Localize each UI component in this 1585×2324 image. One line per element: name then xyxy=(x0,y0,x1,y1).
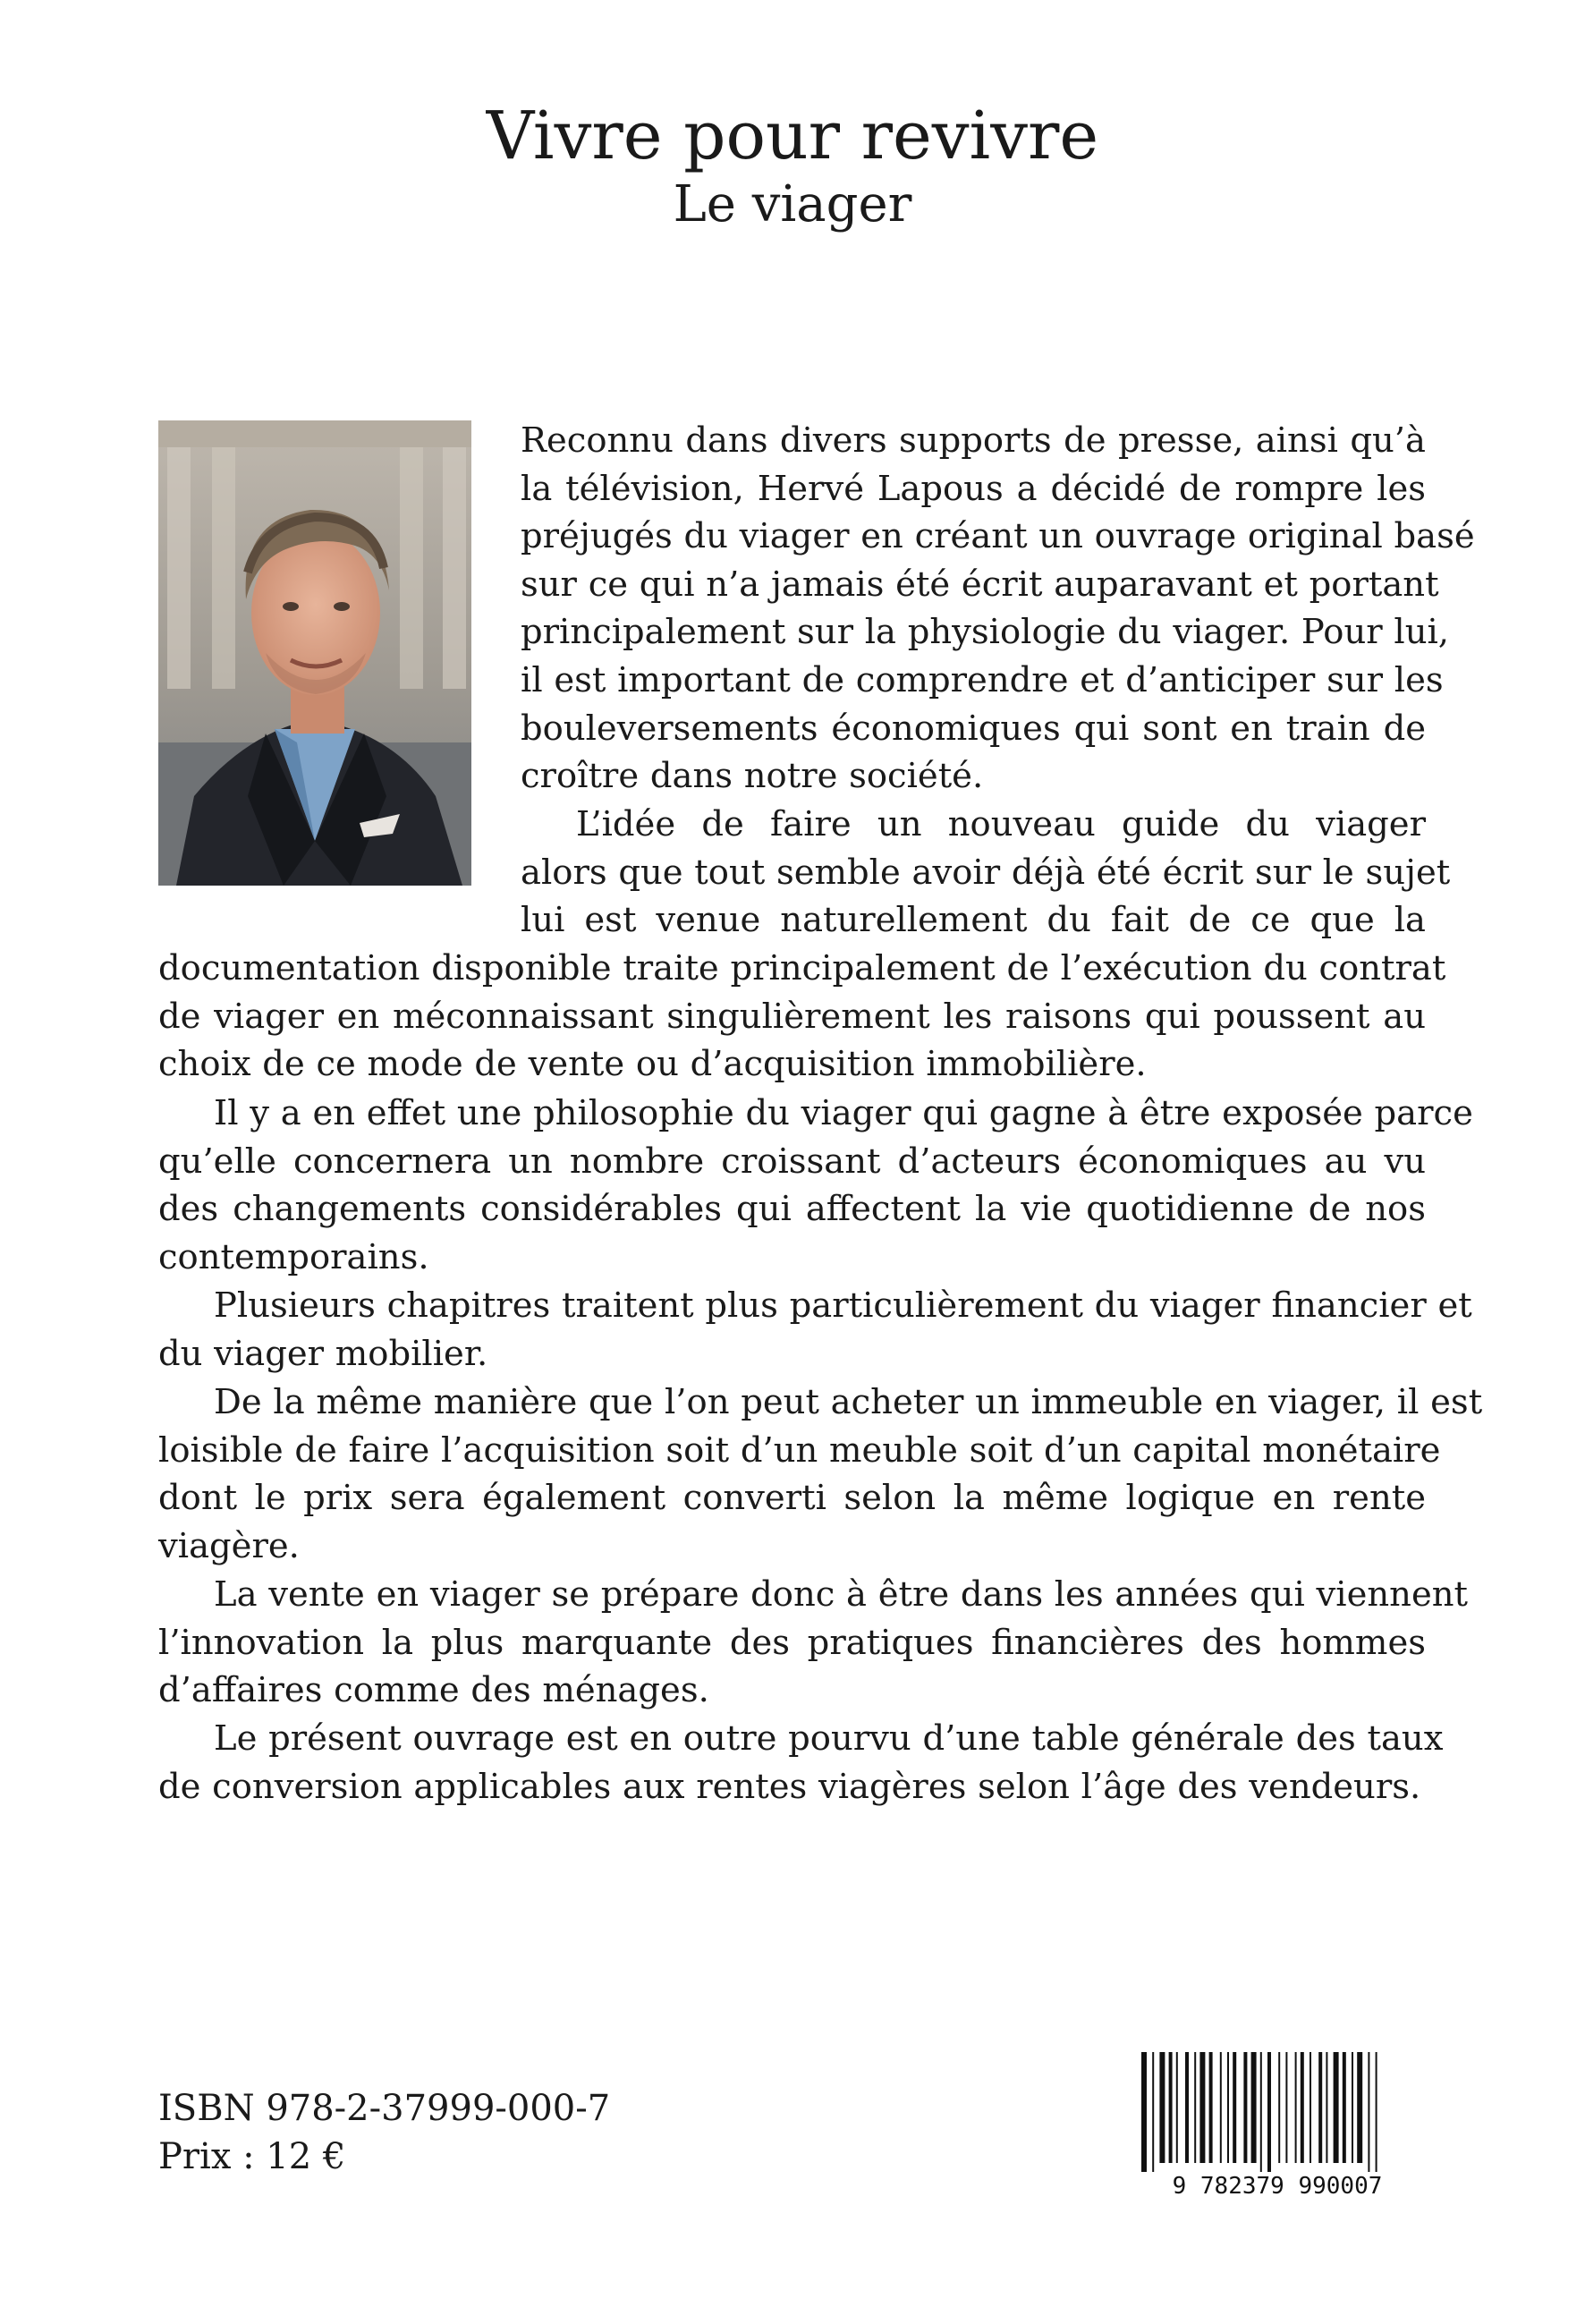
paragraph-line: sur ce qui n’a jamais été écrit auparavant et portant xyxy=(521,564,1439,605)
barcode xyxy=(1129,2047,1426,2199)
barcode-bar xyxy=(1233,2052,1236,2163)
barcode-bar xyxy=(1334,2052,1339,2163)
paragraph-7 xyxy=(158,1715,1444,1811)
paragraph-line: il est important de comprendre et d’anticiper sur les xyxy=(521,659,1444,700)
barcode-bar xyxy=(1285,2052,1287,2163)
paragraph-line: de viager en méconnaissant singulièrement les raisons qui poussent au xyxy=(158,996,1426,1037)
paragraph-line: L’idée de faire un nouveau guide du viager xyxy=(576,804,1426,844)
barcode-bar xyxy=(1310,2052,1311,2163)
barcode-bar xyxy=(1152,2052,1154,2172)
paragraph-2-continued xyxy=(158,945,1446,1089)
paragraph-line: de conversion applicables aux rentes viagères selon l’âge des vendeurs. xyxy=(158,1766,1421,1807)
paragraph-line: Le présent ouvrage est en outre pourvu d’une table générale des taux xyxy=(214,1718,1444,1759)
barcode-bar xyxy=(1185,2052,1189,2163)
paragraph-line: la télévision, Hervé Lapous a décidé de rompre les xyxy=(521,468,1426,509)
barcode-bar xyxy=(1376,2052,1377,2172)
paragraph-line: du viager mobilier. xyxy=(158,1333,488,1374)
paragraph-4 xyxy=(158,1282,1472,1378)
paragraph-line: l’innovation la plus marquante des pratiques financières des hommes xyxy=(158,1622,1426,1663)
barcode-digits: 9 782379 990007 xyxy=(1172,2173,1383,2199)
paragraph-line: documentation disponible traite principalement de l’exécution du contrat xyxy=(158,948,1446,988)
paragraph-line: principalement sur la physiologie du viager. Pour lui, xyxy=(521,612,1450,653)
barcode-bar xyxy=(1159,2052,1165,2163)
barcode-bar xyxy=(1227,2052,1229,2163)
paragraph-line: La vente en viager se prépare donc à être dans les années qui viennent xyxy=(214,1574,1468,1615)
paragraph-line: contemporains. xyxy=(158,1236,429,1277)
paragraph-line: alors que tout semble avoir déjà été écrit sur le sujet xyxy=(521,852,1451,893)
paragraph-line: loisible de faire l’acquisition soit d’un meuble soit d’un capital monétaire xyxy=(158,1429,1441,1471)
barcode-bar xyxy=(1209,2052,1213,2163)
barcode-bar xyxy=(1368,2052,1369,2172)
barcode-bar xyxy=(1301,2052,1304,2163)
barcode-bar xyxy=(1220,2052,1222,2163)
barcode-bar xyxy=(1194,2052,1196,2163)
barcode-bar xyxy=(1169,2052,1173,2163)
paragraph-line: qu’elle concernera un nombre croissant d’acteurs économiques au vu xyxy=(158,1141,1426,1182)
price-text: Prix : 12 € xyxy=(158,2136,346,2177)
barcode-bar xyxy=(1326,2052,1327,2163)
paragraph-6 xyxy=(158,1571,1468,1715)
paragraph-line: Il y a en effet une philosophie du viager qui gagne à être exposée parce xyxy=(214,1093,1473,1133)
paragraph-2 xyxy=(521,801,1451,945)
paragraph-5 xyxy=(158,1378,1483,1570)
author-photo xyxy=(158,420,471,886)
paragraph-line: bouleversements économiques qui sont en train de xyxy=(521,708,1426,749)
isbn-text: ISBN 978-2-37999-000-7 xyxy=(158,2088,611,2129)
paragraph-line: Reconnu dans divers supports de presse, ainsi qu’à xyxy=(521,420,1426,461)
barcode-bar xyxy=(1318,2052,1322,2163)
paragraph-1 xyxy=(521,417,1475,801)
barcode-bar xyxy=(1278,2052,1280,2163)
paragraph-line: choix de ce mode de vente ou d’acquisition immobilière. xyxy=(158,1044,1147,1085)
paragraph-line: croître dans notre société. xyxy=(521,756,984,797)
barcode-bar xyxy=(1260,2052,1262,2172)
paragraph-line: De la même manière que l’on peut acheter un immeuble en viager, il est xyxy=(214,1382,1483,1422)
paragraph-line: dont le prix sera également converti selon la même logique en rente xyxy=(158,1478,1426,1519)
barcode-bar xyxy=(1357,2052,1362,2163)
paragraph-line: des changements considérables qui affectent la vie quotidienne de nos xyxy=(158,1189,1426,1230)
paragraph-line: d’affaires comme des ménages. xyxy=(158,1670,709,1711)
barcode-bar xyxy=(1251,2052,1257,2163)
barcode-bar xyxy=(1243,2052,1247,2163)
barcode-bar xyxy=(1141,2052,1147,2172)
barcode-bar xyxy=(1199,2052,1205,2163)
book-title: Vivre pour revivre xyxy=(486,98,1099,174)
barcode-bar xyxy=(1176,2052,1178,2163)
barcode-bar xyxy=(1295,2052,1297,2163)
book-subtitle: Le viager xyxy=(673,175,912,233)
paragraph-line: Plusieurs chapitres traitent plus particulièrement du viager financier et xyxy=(214,1285,1472,1326)
barcode-bar xyxy=(1343,2052,1346,2163)
paragraph-3 xyxy=(158,1090,1473,1281)
paragraph-line: préjugés du viager en créant un ouvrage original basé xyxy=(521,516,1475,557)
barcode-bar xyxy=(1267,2052,1271,2172)
barcode-bar xyxy=(1352,2052,1353,2163)
paragraph-line: viagère. xyxy=(158,1525,300,1566)
paragraph-line: lui est venue naturellement du fait de ce que la xyxy=(521,900,1426,941)
